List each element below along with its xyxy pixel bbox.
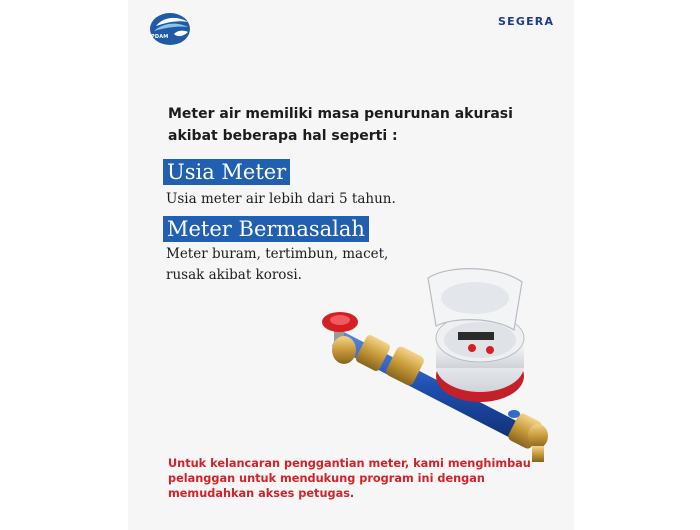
pdam-logo-icon [148, 12, 192, 46]
intro-line: akibat beberapa hal seperti : [168, 128, 398, 144]
notice-text [168, 456, 531, 501]
body-line: rusak akibat korosi. [166, 267, 302, 283]
section-heading-usia-meter: Usia Meter [163, 159, 290, 185]
notice-line: pelanggan untuk mendukung program ini dengan [168, 472, 485, 485]
intro-text [168, 103, 518, 147]
section-heading-meter-bermasalah: Meter Bermasalah [163, 216, 369, 242]
logo-text: PDAM [151, 34, 169, 40]
body-line: Meter buram, tertimbun, macet, [166, 246, 389, 262]
notice-line: Untuk kelancaran penggantian meter, kami menghimbau [168, 457, 531, 470]
notice-line: memudahkan akses petugas. [168, 487, 355, 500]
section-body-usia-meter: Usia meter air lebih dari 5 tahun. [166, 191, 396, 207]
brand-name: SEGERA [498, 15, 555, 28]
intro-line: Meter air memiliki masa penurunan akurasi [168, 106, 513, 122]
water-meter-illustration [300, 268, 560, 468]
